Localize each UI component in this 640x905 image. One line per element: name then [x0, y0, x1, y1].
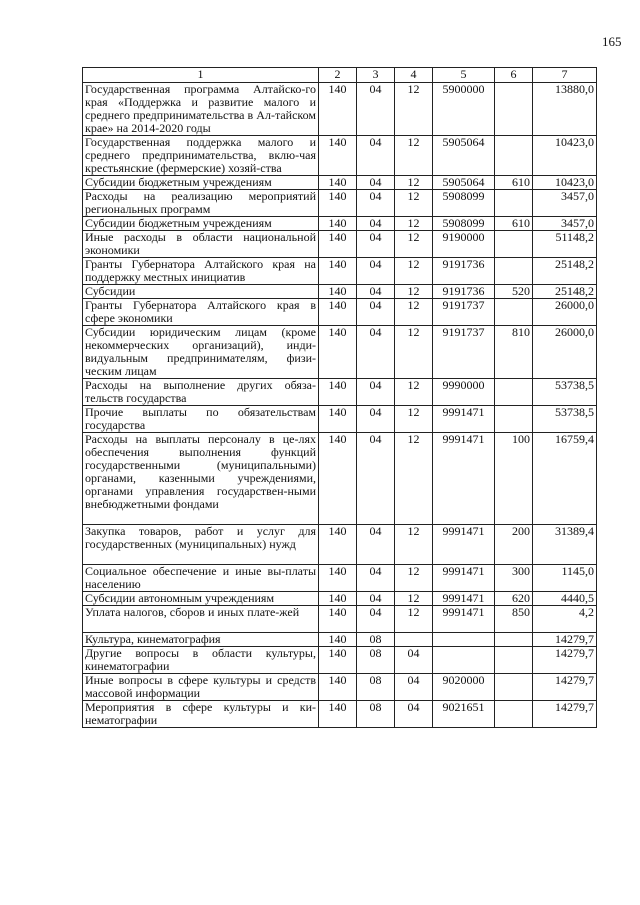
expense-name-cell: Субсидии бюджетным учреждениям	[83, 217, 319, 231]
table-row	[83, 592, 597, 606]
subsection-code-cell: 12	[395, 258, 433, 285]
amount-cell: 14279,7	[533, 674, 597, 701]
ministry-code-cell: 140	[319, 674, 357, 701]
page-number: 165	[602, 34, 622, 49]
expense-name-cell: Гранты Губернатора Алтайского края на поддержку местных инициатив	[83, 258, 319, 285]
expense-type-cell: 850	[495, 606, 533, 633]
target-article-cell: 9021651	[433, 701, 495, 728]
target-article-cell: 5905064	[433, 136, 495, 176]
budget-table	[82, 67, 597, 728]
ministry-code-cell: 140	[319, 136, 357, 176]
expense-type-cell	[495, 190, 533, 217]
table-row	[83, 565, 597, 592]
target-article-cell: 9991471	[433, 525, 495, 565]
expense-name-cell: Культура, кинематография	[83, 633, 319, 647]
target-article-cell: 5900000	[433, 83, 495, 136]
expense-name-cell: Уплата налогов, сборов и иных плате-жей	[83, 606, 319, 633]
table-row	[83, 606, 597, 633]
table-row	[83, 217, 597, 231]
subsection-code-cell: 12	[395, 83, 433, 136]
ministry-code-cell: 140	[319, 633, 357, 647]
section-code-cell: 08	[357, 674, 395, 701]
table-row	[83, 83, 597, 136]
expense-type-cell	[495, 647, 533, 674]
section-code-cell: 08	[357, 647, 395, 674]
table-row	[83, 379, 597, 406]
ministry-code-cell: 140	[319, 217, 357, 231]
subsection-code-cell: 04	[395, 674, 433, 701]
header-cell: 4	[395, 68, 433, 83]
target-article-cell	[433, 647, 495, 674]
ministry-code-cell: 140	[319, 299, 357, 326]
target-article-cell: 9190000	[433, 231, 495, 258]
expense-type-cell: 620	[495, 592, 533, 606]
expense-type-cell	[495, 258, 533, 285]
subsection-code-cell: 12	[395, 592, 433, 606]
section-code-cell: 04	[357, 299, 395, 326]
table-row	[83, 433, 597, 525]
subsection-code-cell: 12	[395, 565, 433, 592]
section-code-cell: 04	[357, 217, 395, 231]
section-code-cell: 04	[357, 190, 395, 217]
section-code-cell: 04	[357, 433, 395, 525]
expense-name-cell: Субсидии	[83, 285, 319, 299]
amount-cell: 4440,5	[533, 592, 597, 606]
target-article-cell: 9191737	[433, 326, 495, 379]
expense-type-cell	[495, 406, 533, 433]
header-cell: 1	[83, 68, 319, 83]
expense-type-cell	[495, 379, 533, 406]
amount-cell: 26000,0	[533, 299, 597, 326]
table-row	[83, 258, 597, 285]
ministry-code-cell: 140	[319, 190, 357, 217]
expense-type-cell	[495, 633, 533, 647]
amount-cell: 14279,7	[533, 647, 597, 674]
ministry-code-cell: 140	[319, 565, 357, 592]
expense-type-cell	[495, 231, 533, 258]
amount-cell: 3457,0	[533, 217, 597, 231]
target-article-cell: 9020000	[433, 674, 495, 701]
expense-type-cell: 300	[495, 565, 533, 592]
table-row	[83, 633, 597, 647]
expense-name-cell: Расходы на реализацию мероприятий региональных программ	[83, 190, 319, 217]
ministry-code-cell: 140	[319, 379, 357, 406]
expense-name-cell: Другие вопросы в области культуры, кинематографии	[83, 647, 319, 674]
table-row	[83, 231, 597, 258]
target-article-cell: 5908099	[433, 190, 495, 217]
header-cell: 3	[357, 68, 395, 83]
expense-name-cell: Субсидии юридическим лицам (кроме некоммерческих организаций), инди-видуальным предпринимателям, физи-ческим лицам	[83, 326, 319, 379]
section-code-cell: 08	[357, 633, 395, 647]
amount-cell: 25148,2	[533, 285, 597, 299]
ministry-code-cell: 140	[319, 83, 357, 136]
expense-name-cell: Субсидии автономным учреждениям	[83, 592, 319, 606]
table-row	[83, 299, 597, 326]
table-row	[83, 190, 597, 217]
expense-type-cell: 200	[495, 525, 533, 565]
ministry-code-cell: 140	[319, 525, 357, 565]
amount-cell: 14279,7	[533, 633, 597, 647]
amount-cell: 31389,4	[533, 525, 597, 565]
target-article-cell: 5908099	[433, 217, 495, 231]
target-article-cell: 9991471	[433, 406, 495, 433]
ministry-code-cell: 140	[319, 258, 357, 285]
target-article-cell: 5905064	[433, 176, 495, 190]
target-article-cell: 9191736	[433, 285, 495, 299]
table-row	[83, 701, 597, 728]
subsection-code-cell: 12	[395, 606, 433, 633]
table-row	[83, 285, 597, 299]
target-article-cell: 9991471	[433, 433, 495, 525]
subsection-code-cell: 12	[395, 299, 433, 326]
target-article-cell: 9191737	[433, 299, 495, 326]
table-row	[83, 136, 597, 176]
subsection-code-cell: 12	[395, 285, 433, 299]
expense-name-cell: Государственная поддержка малого и среднего предпринимательства, вклю-чая крестьянские (фермерские) хозяй-ства	[83, 136, 319, 176]
table-row	[83, 525, 597, 565]
amount-cell: 1145,0	[533, 565, 597, 592]
subsection-code-cell: 12	[395, 525, 433, 565]
expense-name-cell: Расходы на выполнение других обяза-тельств государства	[83, 379, 319, 406]
ministry-code-cell: 140	[319, 285, 357, 299]
table-row	[83, 647, 597, 674]
expense-type-cell	[495, 701, 533, 728]
section-code-cell: 04	[357, 606, 395, 633]
expense-name-cell: Иные вопросы в сфере культуры и средств массовой информации	[83, 674, 319, 701]
section-code-cell: 04	[357, 285, 395, 299]
amount-cell: 25148,2	[533, 258, 597, 285]
ministry-code-cell: 140	[319, 647, 357, 674]
header-row	[83, 68, 597, 83]
target-article-cell: 9991471	[433, 592, 495, 606]
section-code-cell: 04	[357, 592, 395, 606]
amount-cell: 3457,0	[533, 190, 597, 217]
expense-name-cell: Мероприятия в сфере культуры и ки-нематографии	[83, 701, 319, 728]
amount-cell: 16759,4	[533, 433, 597, 525]
expense-type-cell	[495, 299, 533, 326]
ministry-code-cell: 140	[319, 592, 357, 606]
expense-name-cell: Закупка товаров, работ и услуг для государственных (муниципальных) нужд	[83, 525, 319, 565]
ministry-code-cell: 140	[319, 326, 357, 379]
amount-cell: 53738,5	[533, 379, 597, 406]
subsection-code-cell: 12	[395, 136, 433, 176]
ministry-code-cell: 140	[319, 701, 357, 728]
subsection-code-cell	[395, 633, 433, 647]
target-article-cell: 9991471	[433, 606, 495, 633]
section-code-cell: 04	[357, 406, 395, 433]
section-code-cell: 04	[357, 136, 395, 176]
amount-cell: 10423,0	[533, 136, 597, 176]
expense-type-cell: 100	[495, 433, 533, 525]
section-code-cell: 04	[357, 565, 395, 592]
target-article-cell: 9990000	[433, 379, 495, 406]
subsection-code-cell: 12	[395, 231, 433, 258]
amount-cell: 51148,2	[533, 231, 597, 258]
expense-name-cell: Иные расходы в области национальной экономики	[83, 231, 319, 258]
ministry-code-cell: 140	[319, 176, 357, 190]
amount-cell: 26000,0	[533, 326, 597, 379]
subsection-code-cell: 04	[395, 701, 433, 728]
target-article-cell	[433, 633, 495, 647]
expense-type-cell	[495, 136, 533, 176]
header-cell: 2	[319, 68, 357, 83]
table-row	[83, 326, 597, 379]
target-article-cell: 9991471	[433, 565, 495, 592]
subsection-code-cell: 04	[395, 647, 433, 674]
section-code-cell: 04	[357, 326, 395, 379]
table-row	[83, 406, 597, 433]
section-code-cell: 04	[357, 525, 395, 565]
table-row	[83, 176, 597, 190]
expense-type-cell: 610	[495, 217, 533, 231]
expense-type-cell: 520	[495, 285, 533, 299]
expense-name-cell: Социальное обеспечение и иные вы-платы населению	[83, 565, 319, 592]
expense-name-cell: Расходы на выплаты персоналу в це-лях обеспечения выполнения функций государственными (муниципальными) органами, казенными учреждениями, органами управления государствен-ными внебюджетными фондами	[83, 433, 319, 525]
expense-name-cell: Государственная программа Алтайско-го края «Поддержка и развитие малого и среднего предпринимательства в Ал-тайском крае» на 2014-2020 годы	[83, 83, 319, 136]
subsection-code-cell: 12	[395, 406, 433, 433]
subsection-code-cell: 12	[395, 190, 433, 217]
expense-name-cell: Гранты Губернатора Алтайского края в сфере экономики	[83, 299, 319, 326]
amount-cell: 4,2	[533, 606, 597, 633]
amount-cell: 10423,0	[533, 176, 597, 190]
amount-cell: 53738,5	[533, 406, 597, 433]
section-code-cell: 04	[357, 379, 395, 406]
expense-name-cell: Прочие выплаты по обязательствам государства	[83, 406, 319, 433]
amount-cell: 13880,0	[533, 83, 597, 136]
section-code-cell: 04	[357, 83, 395, 136]
ministry-code-cell: 140	[319, 231, 357, 258]
expense-type-cell	[495, 674, 533, 701]
section-code-cell: 04	[357, 231, 395, 258]
expense-type-cell: 810	[495, 326, 533, 379]
target-article-cell: 9191736	[433, 258, 495, 285]
subsection-code-cell: 12	[395, 433, 433, 525]
header-cell: 5	[433, 68, 495, 83]
amount-cell: 14279,7	[533, 701, 597, 728]
ministry-code-cell: 140	[319, 606, 357, 633]
section-code-cell: 04	[357, 258, 395, 285]
table-row	[83, 674, 597, 701]
subsection-code-cell: 12	[395, 326, 433, 379]
subsection-code-cell: 12	[395, 379, 433, 406]
header-cell: 6	[495, 68, 533, 83]
ministry-code-cell: 140	[319, 406, 357, 433]
ministry-code-cell: 140	[319, 433, 357, 525]
expense-type-cell: 610	[495, 176, 533, 190]
subsection-code-cell: 12	[395, 217, 433, 231]
section-code-cell: 08	[357, 701, 395, 728]
expense-type-cell	[495, 83, 533, 136]
header-cell: 7	[533, 68, 597, 83]
section-code-cell: 04	[357, 176, 395, 190]
expense-name-cell: Субсидии бюджетным учреждениям	[83, 176, 319, 190]
subsection-code-cell: 12	[395, 176, 433, 190]
